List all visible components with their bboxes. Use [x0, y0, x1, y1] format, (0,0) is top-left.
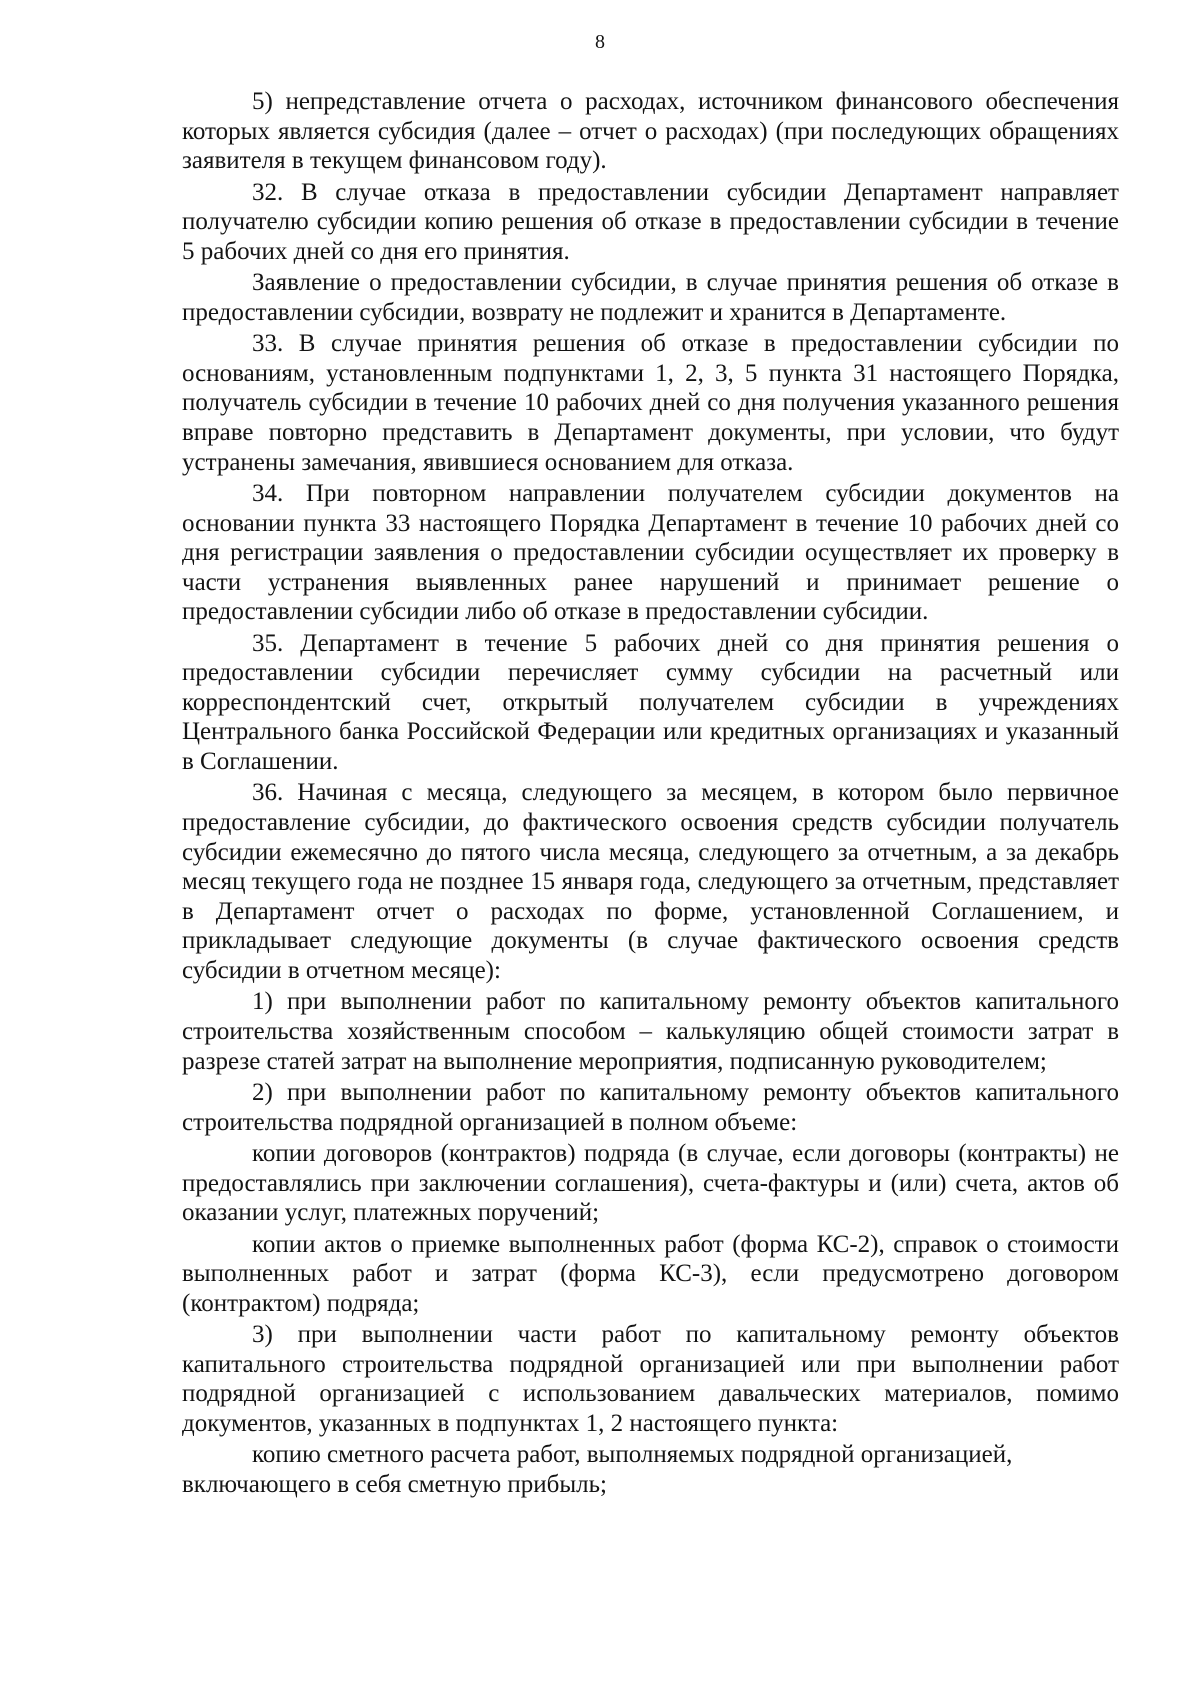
page-number: 8: [595, 31, 605, 53]
paragraph-36-contracts: копии договоров (контрактов) подряда (в случае, если договоры (контракты) не предоставлялись при заключении соглашения), счета-фактуры и (или) счета, актов об оказании услуг, платежных поручений;: [182, 1139, 1119, 1227]
paragraph-36-subitem-1: 1) при выполнении работ по капитальному ремонту объектов капитального строительства хозяйственным способом – калькуляцию общей стоимости затрат в разрезе статей затрат на выполнение мероприятия, подписанную руководителем;: [182, 988, 1119, 1075]
paragraph-36-estimate: копию сметного расчета работ, выполняемых подрядной организацией, включающего в себя сметную прибыль;: [182, 1441, 1013, 1498]
paragraph-36-subitem-3: 3) при выполнении части работ по капитальному ремонту объектов капитального строительства подрядной организацией или при выполнении работ подрядной организацией с использованием давальческих материалов, помимо документов, указанных в подпунктах 1, 2 настоящего пункта:: [182, 1321, 1119, 1437]
document-body: [182, 87, 1119, 1501]
paragraph-35: 35. Департамент в течение 5 рабочих дней со дня принятия решения о предоставлении субсидии перечисляет сумму субсидии на расчетный или корреспондентский счет, открытый получателем субсидии в учреждениях Центрального банка Российской Федерации или кредитных организациях и указанный в Соглашении.: [182, 629, 1119, 776]
paragraph-32: 32. В случае отказа в предоставлении субсидии Департамент направляет получателю субсидии копию решения об отказе в предоставлении субсидии в течение 5 рабочих дней со дня его принятия.: [182, 178, 1119, 265]
paragraph-32-application: Заявление о предоставлении субсидии, в случае принятия решения об отказе в предоставлении субсидии, возврату не подлежит и хранится в Департаменте.: [182, 269, 1119, 326]
paragraph-34: 34. При повторном направлении получателем субсидии документов на основании пункта 33 настоящего Порядка Департамент в течение 10 рабочих дней со дня регистрации заявления о предоставлении субсидии осуществляет их проверку в части устранения выявленных ранее нарушений и принимает решение о предоставлении субсидии либо об отказе в предоставлении субсидии.: [182, 479, 1119, 626]
paragraph-36-acts: копии актов о приемке выполненных работ (форма КС-2), справок о стоимости выполненных работ и затрат (форма КС-3), если предусмотрено договором (контрактом) подряда;: [182, 1230, 1119, 1317]
paragraph-36: 36. Начиная с месяца, следующего за месяцем, в котором было первичное предоставление субсидии, до фактического освоения средств субсидии получатель субсидии ежемесячно до пятого числа месяца, следующего за отчетным, а за декабрь месяц текущего года не позднее 15 января года, следующего за отчетным, представляет в Департамент отчет о расходах по форме, установленной Соглашением, и прикладывает следующие документы (в случае фактического освоения средств субсидии в отчетном месяце):: [182, 779, 1119, 984]
paragraph-33: 33. В случае принятия решения об отказе в предоставлении субсидии по основаниям, установленным подпунктами 1, 2, 3, 5 пункта 31 настоящего Порядка, получатель субсидии в течение 10 рабочих дней со дня получения указанного решения вправе повторно представить в Департамент документы, при условии, что будут устранены замечания, явившиеся основанием для отказа.: [182, 330, 1119, 476]
paragraph-36-subitem-2: 2) при выполнении работ по капитальному ремонту объектов капитального строительства подрядной организацией в полном объеме:: [182, 1078, 1119, 1136]
paragraph-5-subitem: 5) непредставление отчета о расходах, источником финансового обеспечения которых является субсидия (далее – отчет о расходах) (при последующих обращениях заявителя в текущем финансовом году).: [182, 88, 1119, 175]
